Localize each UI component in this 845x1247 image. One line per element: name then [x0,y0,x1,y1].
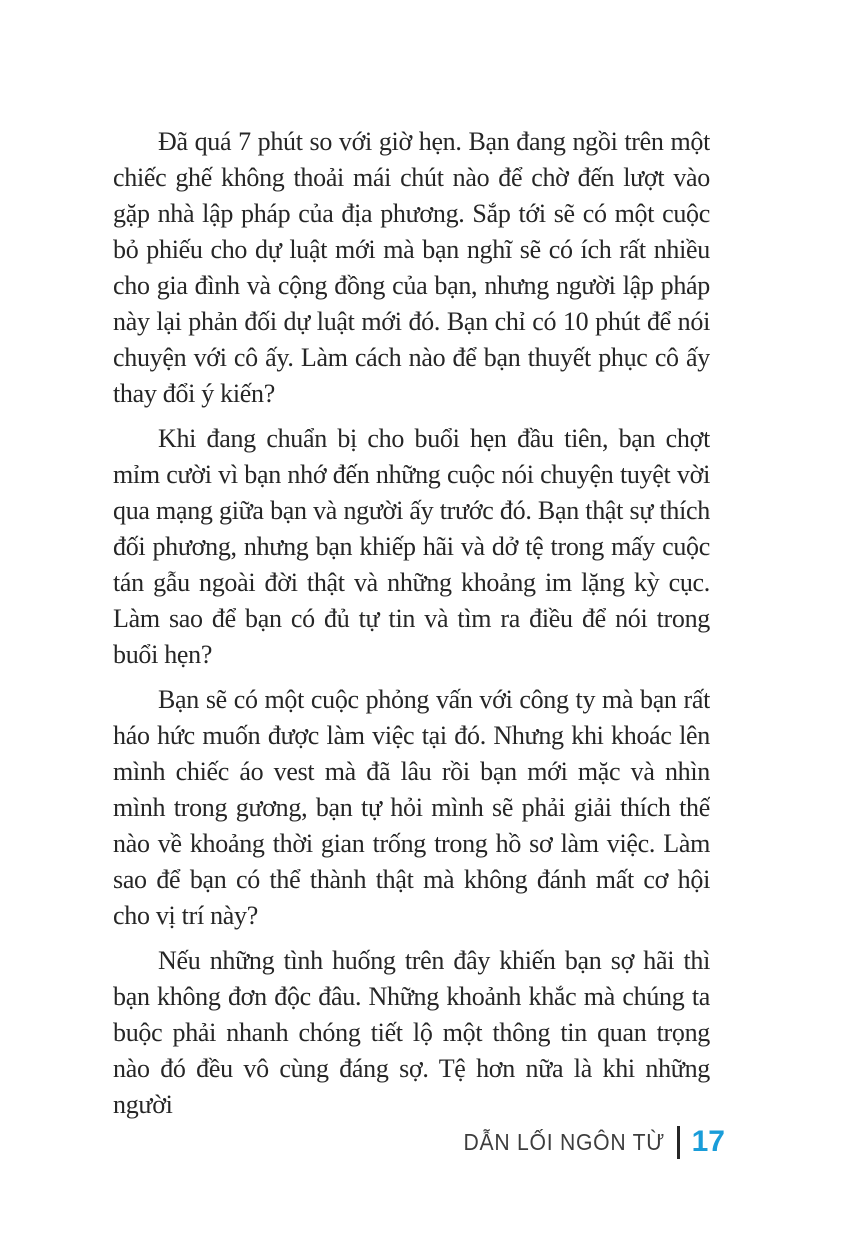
body-text-block [113,124,710,1126]
body-paragraph: Nếu những tình huống trên đây khiến bạn sợ hãi thì bạn không đơn độc đâu. Những khoảnh khắc mà chúng ta buộc phải nhanh chóng tiết lộ một thông tin quan trọng nào đó đều vô cùng đáng sợ. Tệ hơn nữa là khi những người [113,946,710,1119]
footer-book-title: DẪN LỐI NGÔN TỪ [463,1128,665,1155]
page-number: 17 [691,1125,725,1158]
body-paragraph: Khi đang chuẩn bị cho buổi hẹn đầu tiên, bạn chợt mỉm cười vì bạn nhớ đến những cuộc nói chuyện tuyệt vời qua mạng giữa bạn và người ấy trước đó. Bạn thật sự thích đối phương, nhưng bạn khiếp hãi và dở tệ trong mấy cuộc tán gẫu ngoài đời thật và những khoảng im lặng kỳ cục. Làm sao để bạn có đủ tự tin và tìm ra điều để nói trong buổi hẹn? [113,424,710,669]
page-footer [446,1122,725,1162]
footer-divider [677,1126,680,1159]
body-paragraph: Bạn sẽ có một cuộc phỏng vấn với công ty mà bạn rất háo hức muốn được làm việc tại đó. Nhưng khi khoác lên mình chiếc áo vest mà đã lâu rồi bạn mới mặc và nhìn mình trong gương, bạn tự hỏi mình sẽ phải giải thích thế nào về khoảng thời gian trống trong hồ sơ làm việc. Làm sao để bạn có thể thành thật mà không đánh mất cơ hội cho vị trí này? [113,685,710,930]
body-paragraph: Đã quá 7 phút so với giờ hẹn. Bạn đang ngồi trên một chiếc ghế không thoải mái chút nào để chờ đến lượt vào gặp nhà lập pháp của địa phương. Sắp tới sẽ có một cuộc bỏ phiếu cho dự luật mới mà bạn nghĩ sẽ có ích rất nhiều cho gia đình và cộng đồng của bạn, nhưng người lập pháp này lại phản đối dự luật mới đó. Bạn chỉ có 10 phút để nói chuyện với cô ấy. Làm cách nào để bạn thuyết phục cô ấy thay đổi ý kiến? [113,127,710,408]
